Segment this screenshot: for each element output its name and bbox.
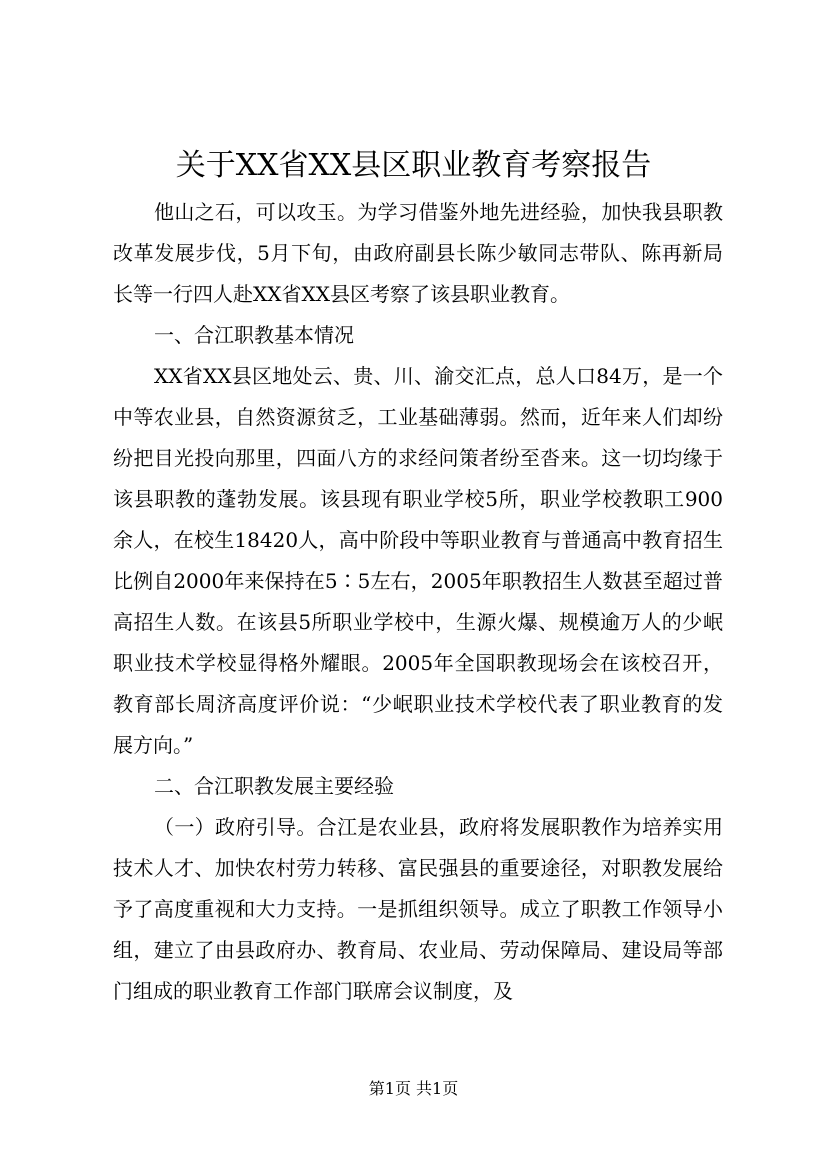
document-body (113, 192, 723, 1012)
section-heading-2: 二、合江职教发展主要经验 (154, 774, 394, 798)
section-heading-1: 一、合江职教基本情况 (154, 323, 354, 347)
paragraph-basic-situation: XX省XX县区地处云、贵、川、渝交汇点，总人口84万，是一个中等农业县，自然资源贫乏，工业基础薄弱。然而，近年来人们却纷纷把目光投向那里，四面八方的求经问策者纷至沓来。这一切均缘于该县职教的蓬勃发展。该县现有职业学校5所，职业学校教职工900余人，在校生18420人，高中阶段中等职业教育与普通高中教育招生比例自2000年来保持在5∶5左右，2005年职教招生人数甚至超过普高招生人数。在该县5所职业学校中，生源火爆、规模逾万人的少岷职业技术学校显得格外耀眼。2005年全国职教现场会在该校召开，教育部长周济高度评价说：“少岷职业技术学校代表了职业教育的发展方向。” (113, 364, 723, 757)
document-title: 关于XX省XX县区职业教育考察报告 (175, 148, 652, 183)
page-number: 第1页 共1页 (368, 1079, 459, 1098)
paragraph-intro: 他山之石，可以攻玉。为学习借鉴外地先进经验，加快我县职教改革发展步伐，5月下旬，由政府副县长陈少敏同志带队、陈再新局长等一行四人赴XX省XX县区考察了该县职业教育。 (113, 200, 723, 306)
paragraph-government-guidance: （一）政府引导。合江是农业县，政府将发展职教作为培养实用技术人才、加快农村劳力转移、富民强县的重要途径，对职教发展给予了高度重视和大力支持。一是抓组织领导。成立了职教工作领导小组，建立了由县政府办、教育局、农业局、劳动保障局、建设局等部门组成的职业教育工作部门联席会议制度，及 (113, 815, 723, 1003)
